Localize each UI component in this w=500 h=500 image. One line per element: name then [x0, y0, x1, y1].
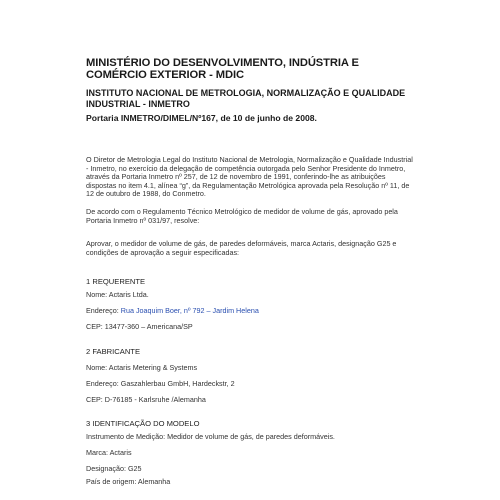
section-modelo [86, 419, 416, 486]
portaria-heading: Portaria INMETRO/DIMEL/Nº167, de 10 de junho de 2008. [86, 113, 317, 123]
section-title: 3 IDENTIFICAÇÃO DO MODELO [86, 419, 200, 429]
modelo-pais: País de origem: Alemanha [86, 477, 171, 487]
section-fabricante [86, 347, 416, 404]
section-title: 2 FABRICANTE [86, 347, 141, 357]
document-page [86, 57, 416, 486]
approval-paragraph: Aprovar, o medidor de volume de gás, de paredes deformáveis, marca Actaris, designação G25 e condições de aprovação a seguir especificadas: [86, 239, 397, 257]
fabricante-cep: CEP: D-76185 - Karlsruhe /Alemanha [86, 395, 206, 405]
modelo-designacao: Designação: G25 [86, 464, 142, 474]
requerente-endereco [86, 306, 416, 315]
intro-paragraph: O Diretor de Metrologia Legal do Instituto Nacional de Metrologia, Normalização e Qualidade Industrial - Inmetro, no exercício da delegação de competência outorgada pelo Senhor Presidente do Inmetro, através da Portaria Inmetro nº 257, de 12 de novembro de 1991, conferindo-lhe as atribuições dispostas no item 4.1, alínea “g”, da Regulamentação Metrológica aprovada pela Resolução nº 11, de 12 de outubro de 1988, do Conmetro. [86, 155, 413, 199]
endereco-value: Rua Joaquim Boer, nº 792 – Jardim Helena [120, 306, 259, 316]
section-title: 1 REQUERENTE [86, 277, 146, 287]
institute-heading: INSTITUTO NACIONAL DE METROLOGIA, NORMALIZAÇÃO E QUALIDADE INDUSTRIAL - INMETRO [86, 88, 406, 109]
section-requerente [86, 277, 416, 331]
fabricante-endereco: Endereço: Gaszahlerbau GmbH, Hardeckstr, 2 [86, 379, 235, 389]
ministry-heading: MINISTÉRIO DO DESENVOLVIMENTO, INDÚSTRIA E COMÉRCIO EXTERIOR - MDIC [86, 57, 359, 81]
modelo-instrumento: Instrumento de Medição: Medidor de volume de gás, de paredes deformáveis. [86, 432, 335, 442]
modelo-marca: Marca: Actaris [86, 448, 132, 458]
requerente-nome: Nome: Actaris Ltda. [86, 290, 149, 300]
requerente-cep: CEP: 13477-360 – Americana/SP [86, 322, 193, 332]
fabricante-nome: Nome: Actaris Metering & Systems [86, 363, 198, 373]
endereco-label: Endereço: [86, 306, 121, 316]
regulation-paragraph: De acordo com o Regulamento Técnico Metrológico de medidor de volume de gás, aprovado pela Portaria Inmetro nº 031/97, resolve: [86, 206, 398, 225]
